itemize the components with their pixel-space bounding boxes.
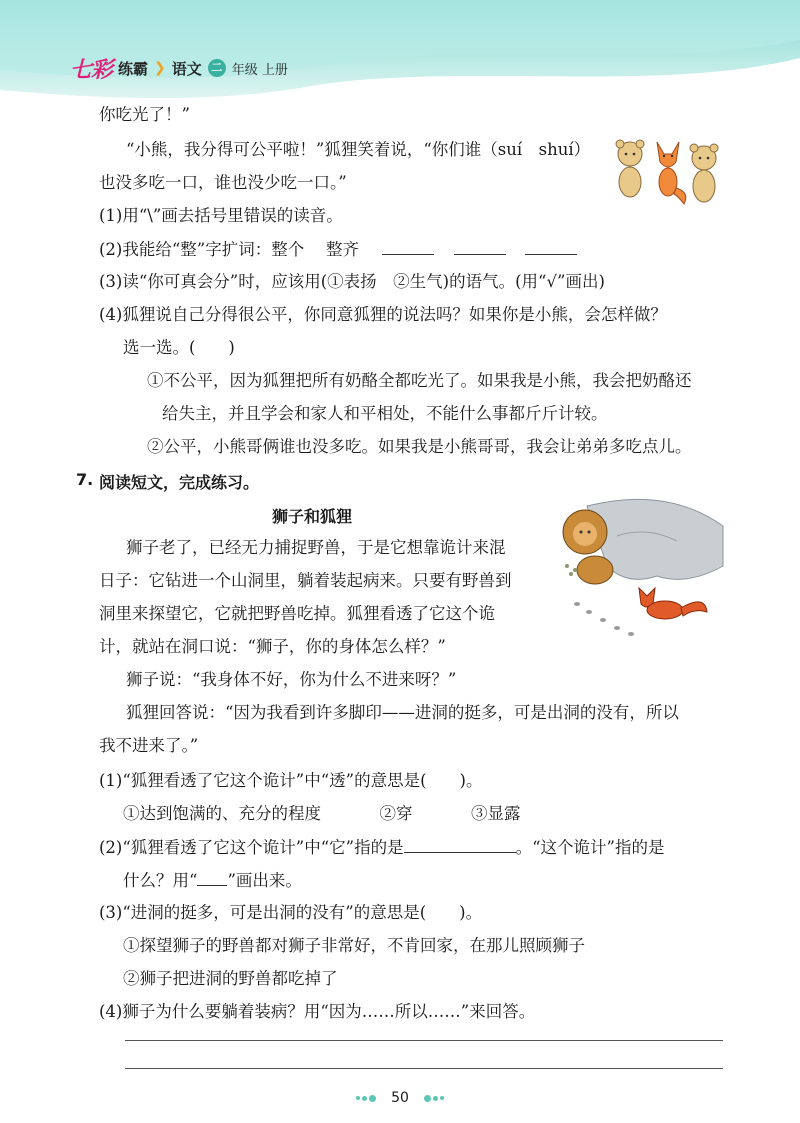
q7-part-2-line-2: [123, 869, 302, 892]
q7-part-2-text-b: 。“这个诡计”指的是: [515, 838, 665, 857]
q7-part-2-text-c: 什么？用“: [123, 871, 198, 890]
q7-instruction: 阅读短文，完成练习。: [99, 473, 260, 492]
page-number: 50: [391, 1090, 409, 1106]
q6-part-4-line-1: (4)狐狸说自己分得很公平，你同意狐狸的说法吗？如果你是小熊，会怎样做？: [99, 305, 667, 324]
q6-option-1-line-1: ①不公平，因为狐狸把所有奶酪全都吃光了。如果我是小熊，我会把奶酪还: [147, 371, 692, 390]
q6-part-1: (1)用“\”画去括号里错误的读音。: [99, 206, 343, 225]
answer-blank[interactable]: [404, 836, 516, 853]
question-number: 7.: [76, 470, 94, 489]
story-line-1: 狮子老了，已经无力捕捉野兽，于是它想靠诡计来混: [126, 538, 506, 557]
q7-part-3-option-2: ②狮子把进洞的野兽都吃掉了: [123, 969, 338, 988]
q7-part-2-text-d: ”画出来。: [227, 871, 302, 890]
grade-label: 年级 上册: [231, 62, 288, 78]
bears-fox-illustration: [612, 132, 724, 214]
header-wave: [0, 0, 800, 100]
answer-blank[interactable]: [382, 238, 434, 255]
q7-part-3-option-1: ①探望狮子的野兽都对狮子非常好，不肯回家，在那儿照顾狮子: [123, 936, 585, 955]
story-title: 狮子和狐狸: [272, 507, 353, 526]
answer-blank[interactable]: [454, 238, 506, 255]
q6-part-3: (3)读“你可真会分”时，应该用(①表扬 ②生气)的语气。(用“√”画出): [99, 272, 605, 291]
q6-part-4-line-2: 选一选。( ): [123, 338, 235, 357]
q7-part-4: (4)狮子为什么要躺着装病？用“因为……所以……”来回答。: [99, 1002, 536, 1021]
page-header: [0, 0, 800, 100]
story-line-4: 计，就站在洞口说：“狮子，你的身体怎么样？”: [99, 637, 446, 656]
footer-dots-right: [423, 1090, 445, 1106]
brand-name: 练霸: [118, 59, 149, 78]
q7-option-3: ③显露: [471, 804, 521, 823]
q7-part-1: (1)“狐狸看透了它这个诡计”中“透”的意思是( )。: [99, 771, 483, 790]
bear-story-line-2: 也没多吃一口，谁也没少吃一口。”: [99, 173, 347, 192]
story-line-7: 我不进来了。”: [99, 736, 199, 755]
q7-option-1: ①达到饱满的、充分的程度: [123, 804, 321, 823]
passage-end: 你吃光了！”: [99, 105, 190, 124]
q7-part-2-line-1: [99, 836, 665, 859]
q6-part-2-text: (2)我能给“整”字扩词：整个 整齐: [99, 240, 359, 259]
q7-part-3: (3)“进洞的挺多，可是出洞的没有”的意思是( )。: [99, 903, 483, 922]
page-footer: [0, 1090, 800, 1106]
chevron-right-icon: ❯: [154, 60, 166, 76]
q6-option-2: ②公平，小熊哥俩谁也没多吃。如果我是小熊哥哥，我会让弟弟多吃点儿。: [147, 437, 692, 456]
subject-label: 语文: [171, 59, 202, 78]
q7-option-2: ②穿: [379, 804, 413, 823]
story-line-2: 日子：它钻进一个山洞里，躺着装起病来。只要有野兽到: [99, 571, 512, 590]
q7-part-1-options: [123, 803, 521, 825]
story-line-3: 洞里来探望它，它就把野兽吃掉。狐狸看透了它这个诡: [99, 604, 495, 623]
q7-part-2-text-a: (2)“狐狸看透了它这个诡计”中“它”指的是: [99, 838, 404, 857]
bear-story-line-1: “小熊，我分得可公平啦！”狐狸笑着说，“你们谁（suí shuí）: [126, 140, 591, 159]
footer-dots-left: [355, 1090, 377, 1106]
answer-line[interactable]: [125, 1040, 723, 1041]
story-line-6: 狐狸回答说：“因为我看到许多脚印——进洞的挺多，可是出洞的没有，所以: [126, 703, 679, 722]
brand-logo: 七彩: [70, 57, 113, 83]
q6-option-1-line-2: 给失主，并且学会和家人和平相处，不能什么事都斤斤计较。: [162, 404, 608, 423]
lion-fox-illustration: [547, 496, 725, 642]
grade-badge: 二: [208, 59, 226, 77]
brand-bar: [70, 54, 288, 82]
story-line-5: 狮子说：“我身体不好，你为什么不进来呀？”: [126, 670, 457, 689]
answer-line[interactable]: [125, 1068, 723, 1069]
q6-part-2: [99, 238, 577, 261]
underline-sample: [197, 869, 227, 886]
answer-blank[interactable]: [525, 238, 577, 255]
